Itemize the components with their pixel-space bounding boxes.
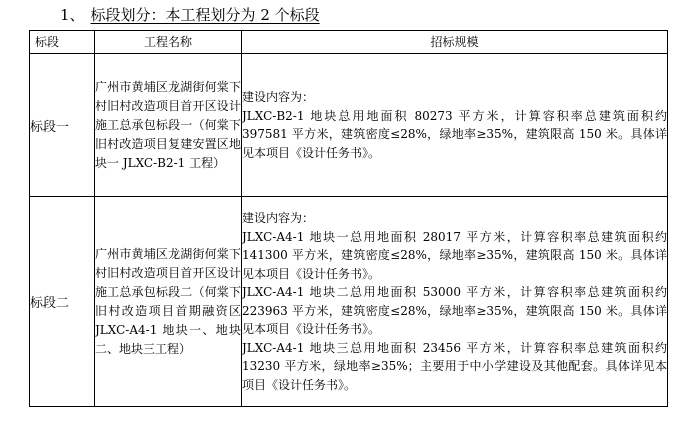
- header-scale: 招标规模: [242, 31, 668, 54]
- heading-text: 标段划分：本工程划分为 2 个标段: [90, 6, 320, 24]
- scale-line: JLXC-A4-1 地块三总用地面积 23456 平方米，计算容积率总建筑面积约 13230 平方米，绿地率≥35%；主要用于中小学建设及其他配套。具体详见本项目《设计任务书》。: [242, 340, 667, 392]
- scale-line: 建设内容为：: [242, 90, 315, 104]
- heading-number: 1、: [60, 6, 85, 24]
- bid-section-table: [29, 30, 668, 407]
- scale-line: 建设内容为：: [242, 211, 315, 225]
- table-row: [30, 197, 668, 407]
- header-section: 标段: [30, 31, 95, 54]
- section-cell: 标段一: [30, 54, 95, 197]
- scale-cell: [242, 54, 668, 197]
- scale-line: JLXC-A4-1 地块二总用地面积 53000 平方米，计算容积率总建筑面积约 223963 平方米，建筑密度≤28%，绿地率≥35%，建筑限高 150 米。具体详见本项目《设计任务书》。: [242, 285, 667, 336]
- scale-line: JLXC-B2-1 地块总用地面积 80273 平方米，计算容积率总建筑面积约 397581 平方米，建筑密度≤28%，绿地率≥35%，建筑限高 150 米。具体详见本项目《设计任务书》。: [242, 108, 667, 160]
- scale-line: JLXC-A4-1 地块一总用地面积 28017 平方米，计算容积率总建筑面积约 141300 平方米，建筑密度≤28%，绿地率≥35%，建筑限高 150 米。具体详见本项目《设计任务书》。: [242, 229, 667, 281]
- table-header-row: [30, 31, 668, 54]
- section-cell: 标段二: [30, 197, 95, 407]
- project-name-cell: 广州市黄埔区龙湖街何棠下村旧村改造项目首开区设计施工总承包标段一（何棠下旧村改造项目复建安置区地块一 JLXC-B2-1 工程）: [95, 54, 242, 197]
- section-heading: [60, 5, 320, 25]
- table-row: [30, 54, 668, 197]
- scale-cell: [242, 197, 668, 407]
- header-project-name: 工程名称: [95, 31, 242, 54]
- project-name-cell: 广州市黄埔区龙湖街何棠下村旧村改造项目首开区设计施工总承包标段二（何棠下旧村改造项目首期融资区 JLXC-A4-1 地块一、地块二、地块三工程）: [95, 197, 242, 407]
